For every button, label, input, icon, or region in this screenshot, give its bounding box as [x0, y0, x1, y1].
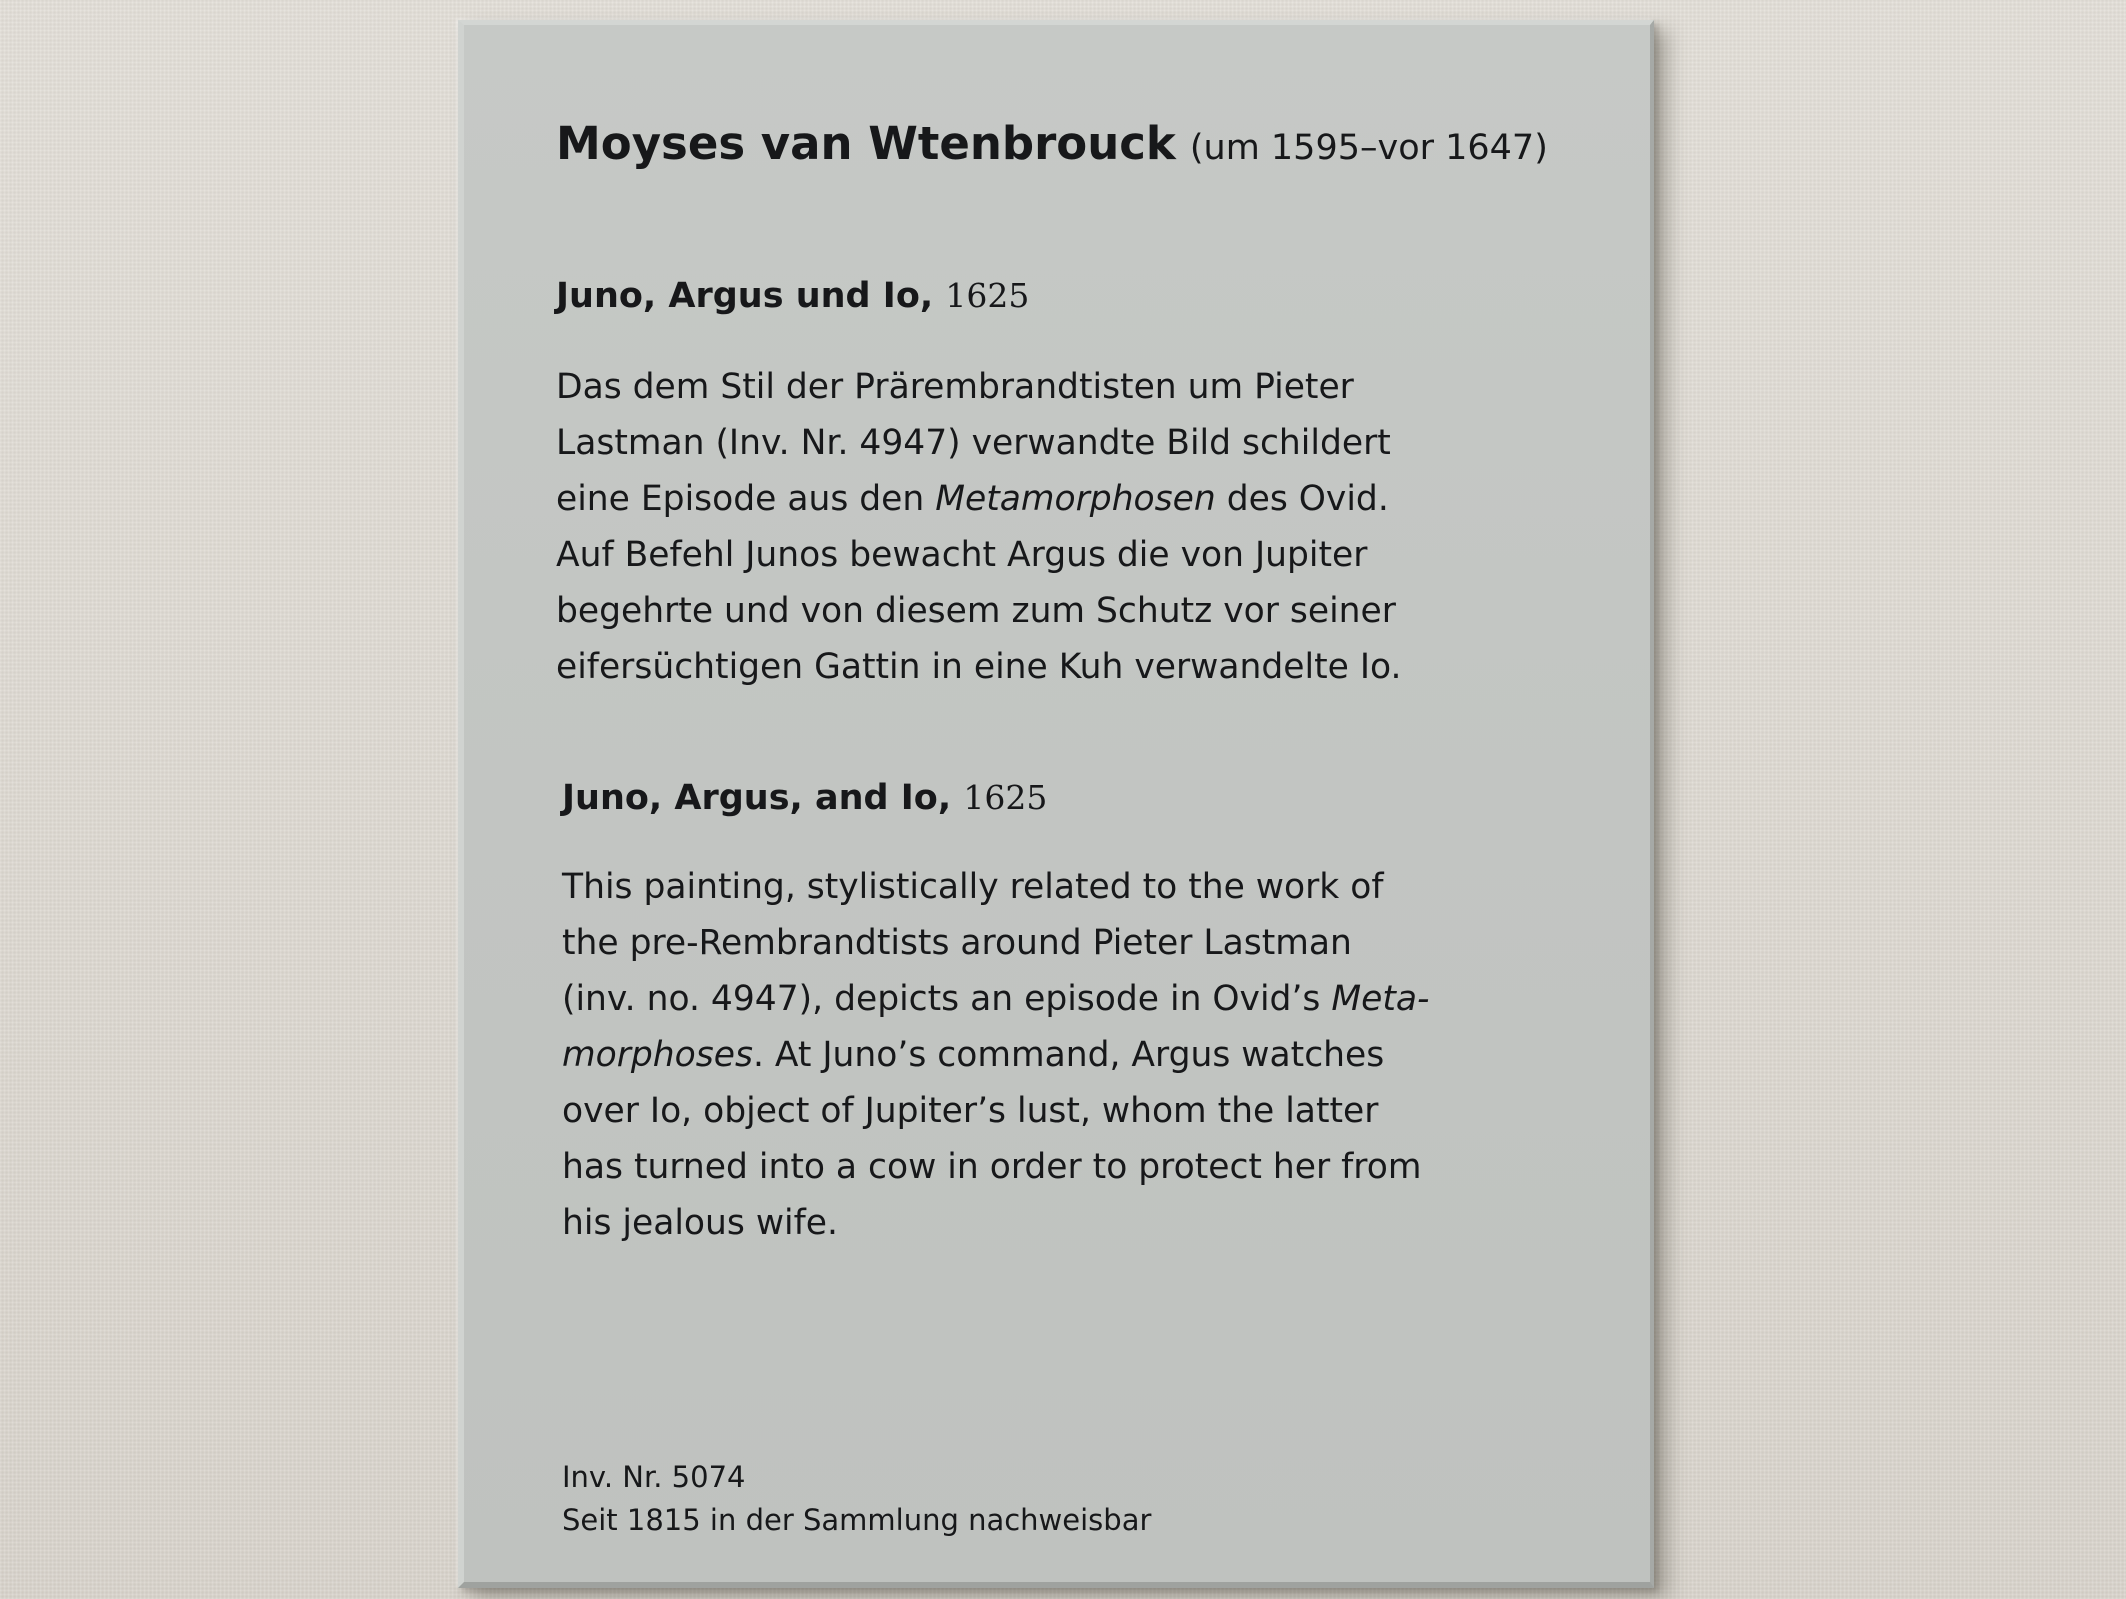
- title-german-text: Juno, Argus und Io,: [556, 276, 934, 316]
- english-line-5: over Io, object of Jupiter’s lust, whom the latter: [562, 1091, 1379, 1131]
- english-line-4-end: . At Juno’s command, Argus watches: [752, 1035, 1385, 1075]
- german-line-6: eifersüchtigen Gattin in eine Kuh verwandelte Io.: [556, 647, 1402, 687]
- german-line-5: begehrte und von diesem zum Schutz vor seiner: [556, 591, 1396, 631]
- english-line-1: This painting, stylistically related to the work of: [562, 867, 1384, 907]
- german-line-3-start: eine Episode aus den: [556, 479, 936, 519]
- german-line-4: Auf Befehl Junos bewacht Argus die von Jupiter: [556, 535, 1368, 575]
- german-line-2: Lastman (Inv. Nr. 4947) verwandte Bild schildert: [556, 423, 1391, 463]
- english-line-2: the pre-Rembrandtists around Pieter Lastman: [562, 923, 1352, 963]
- english-line-3-start: (inv. no. 4947), depicts an episode in Ovid’s: [562, 979, 1332, 1019]
- artist-name: Moyses van Wtenbrouck: [556, 117, 1176, 170]
- german-line-3: [556, 471, 1401, 527]
- inventory-number: Inv. Nr. 5074: [562, 1460, 746, 1494]
- german-line-3-end: des Ovid.: [1215, 479, 1389, 519]
- german-line-1: Das dem Stil der Prärembrandtisten um Pieter: [556, 367, 1354, 407]
- inventory-info: [562, 1456, 1151, 1542]
- title-german-year: 1625: [945, 276, 1030, 315]
- english-work-title-part-2: morphoses: [562, 1035, 753, 1075]
- english-line-4: [562, 1027, 1429, 1083]
- description-english: [562, 859, 1429, 1251]
- english-line-6: has turned into a cow in order to protect her from: [562, 1147, 1422, 1187]
- museum-label-placard: [458, 20, 1654, 1588]
- provenance-note: Seit 1815 in der Sammlung nachweisbar: [562, 1503, 1152, 1537]
- artwork-title-english: [562, 778, 1047, 818]
- english-work-title-part-1: Meta-: [1331, 979, 1430, 1019]
- english-line-7: his jealous wife.: [562, 1203, 838, 1243]
- title-english-year: 1625: [963, 778, 1048, 817]
- label-text: [556, 117, 1586, 1537]
- artist-life-dates: (um 1595–vor 1647): [1189, 128, 1548, 168]
- artwork-title-german: [556, 276, 1029, 316]
- description-german: [556, 359, 1401, 695]
- german-work-title: Metamorphosen: [935, 479, 1216, 519]
- english-line-3: [562, 971, 1429, 1027]
- title-english-text: Juno, Argus, and Io,: [562, 778, 952, 818]
- artist-heading: [556, 117, 1586, 170]
